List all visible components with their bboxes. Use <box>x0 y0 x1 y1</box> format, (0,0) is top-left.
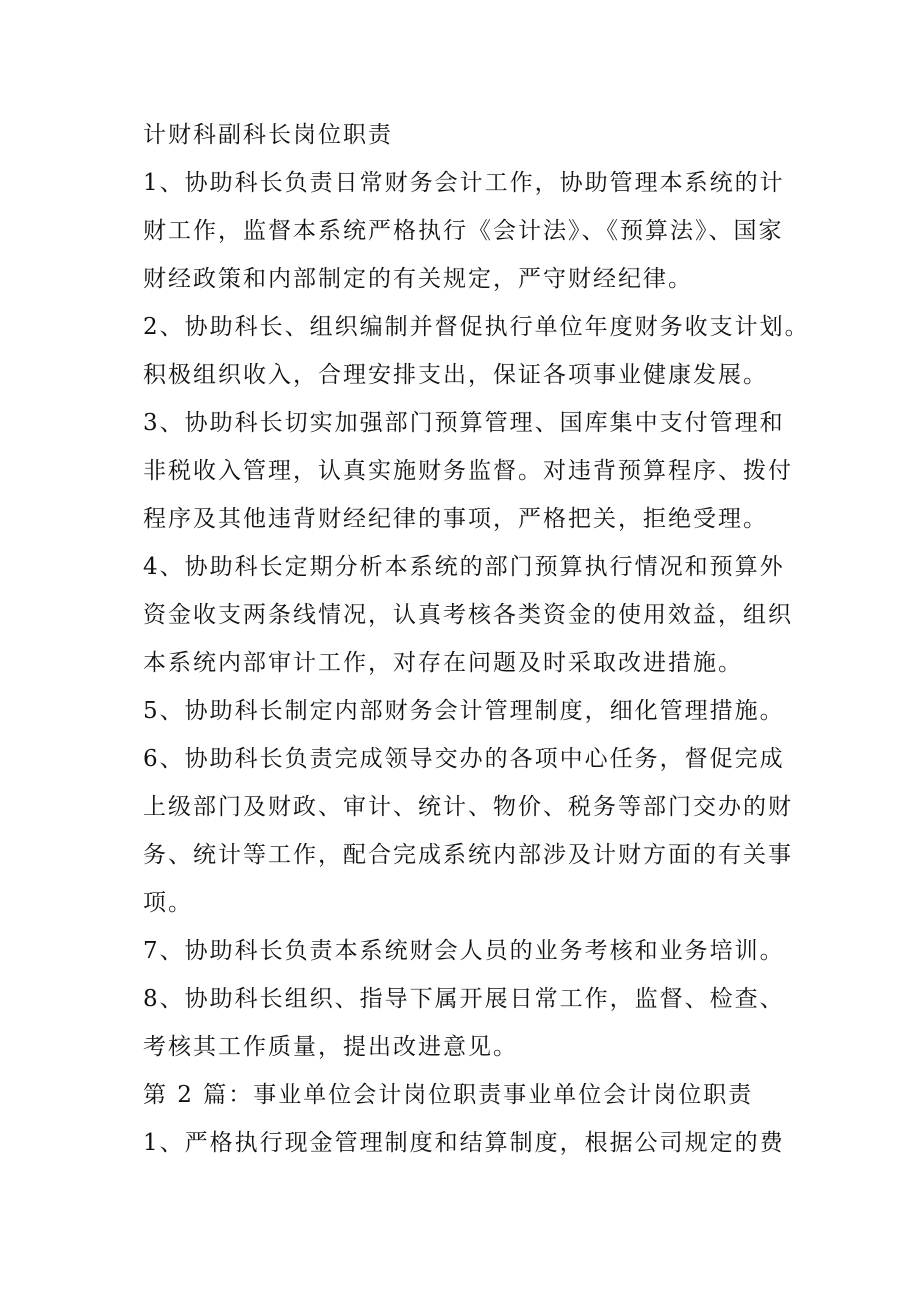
text-line: 资金收支两条线情况，认真考核各类资金的使用效益，组织 <box>143 602 793 628</box>
text-line: 3、协助科长切实加强部门预算管理、国库集中支付管理和 <box>143 410 785 436</box>
text-line: 1、协助科长负责日常财务会计工作，协助管理本系统的计 <box>143 170 785 196</box>
document-body <box>143 111 810 1167</box>
text-line: 积极组织收入，合理安排支出，保证各项事业健康发展。 <box>143 362 768 388</box>
text-line: 8、协助科长组织、指导下属开展日常工作，监督、检查、 <box>143 986 785 1012</box>
text-line: 考核其工作质量，提出改进意见。 <box>143 1034 518 1060</box>
text-line: 6、协助科长负责完成领导交办的各项中心任务，督促完成 <box>143 746 785 772</box>
text-line: 务、统计等工作，配合完成系统内部涉及计财方面的有关事 <box>143 842 793 868</box>
text-line: 5、协助科长制定内部财务会计管理制度，细化管理措施。 <box>143 698 785 724</box>
text-line: 2、协助科长、组织编制并督促执行单位年度财务收支计划。 <box>143 314 810 340</box>
text-line: 程序及其他违背财经纪律的事项，严格把关，拒绝受理。 <box>143 506 768 532</box>
section-title: 计财科副科长岗位职责 <box>143 122 393 148</box>
text-line: 1、严格执行现金管理制度和结算制度，根据公司规定的费 <box>143 1130 785 1156</box>
text-line: 非税收入管理，认真实施财务监督。对违背预算程序、拨付 <box>143 458 793 484</box>
text-line: 4、协助科长定期分析本系统的部门预算执行情况和预算外 <box>143 554 785 580</box>
text-line: 上级部门及财政、审计、统计、物价、税务等部门交办的财 <box>143 794 793 820</box>
section-title-2: 第 2 篇：事业单位会计岗位职责事业单位会计岗位职责 <box>143 1082 754 1108</box>
text-line: 项。 <box>143 890 193 916</box>
text-line: 财经政策和内部制定的有关规定，严守财经纪律。 <box>143 266 693 292</box>
text-line: 本系统内部审计工作，对存在问题及时采取改进措施。 <box>143 650 743 676</box>
text-line: 7、协助科长负责本系统财会人员的业务考核和业务培训。 <box>143 938 785 964</box>
text-line: 财工作，监督本系统严格执行《会计法》、《预算法》、国家 <box>143 218 784 244</box>
